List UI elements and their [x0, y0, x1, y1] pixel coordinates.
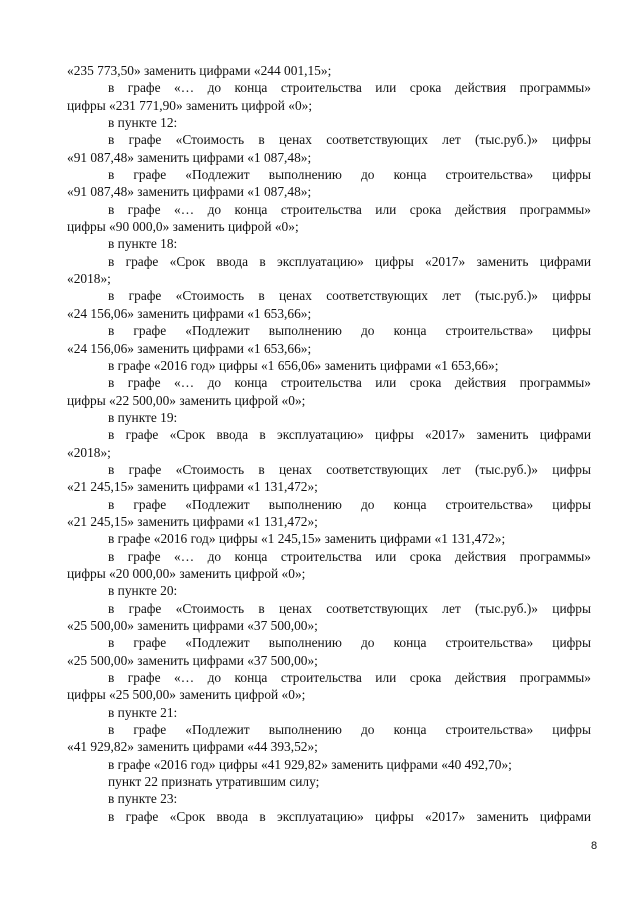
text-line: «41 929,82» заменить цифрами «44 393,52»; — [67, 739, 318, 755]
text-line: в графе «… до конца строительства или срока действия программы» — [108, 670, 591, 686]
text-line: «24 156,06» заменить цифрами «1 653,66»; — [67, 305, 312, 321]
text-line: цифры «231 771,90» заменить цифрой «0»; — [67, 97, 313, 113]
text-line: «235 773,50» заменить цифрами «244 001,15»; — [67, 63, 332, 78]
text-line: в графе «… до конца строительства или срока действия программы» — [108, 201, 591, 217]
text-line: в графе «… до конца строительства или срока действия программы» — [108, 80, 591, 96]
text-line: «21 245,15» заменить цифрами «1 131,472»; — [67, 513, 318, 529]
text-line: в графе «2016 год» цифры «1 656,06» заменить цифрами «1 653,66»; — [108, 357, 499, 373]
text-line: в графе «Подлежит выполнению до конца строительства» цифры — [108, 167, 591, 183]
text-line: цифры «90 000,0» заменить цифрой «0»; — [67, 219, 299, 235]
text-line: в пункте 18: — [108, 236, 178, 252]
text-line: в пункте 21: — [108, 704, 178, 720]
text-line: «91 087,48» заменить цифрами «1 087,48»; — [67, 184, 312, 200]
text-line: «25 500,00» заменить цифрами «37 500,00»; — [67, 618, 318, 633]
text-line: в графе «Срок ввода в эксплуатацию» цифры «2017» заменить цифрами — [108, 253, 591, 269]
text-line: «91 087,48» заменить цифрами «1 087,48»; — [67, 149, 312, 165]
text-line: в графе «Подлежит выполнению до конца строительства» цифры — [108, 496, 591, 512]
text-line: в графе «Стоимость в ценах соответствующих лет (тыс.руб.)» цифры — [108, 288, 591, 304]
text-line: в графе «Подлежит выполнению до конца строительства» цифры — [108, 722, 591, 738]
page-number: 8 — [591, 840, 598, 852]
text-line: «21 245,15» заменить цифрами «1 131,472»; — [67, 479, 318, 495]
document-body — [67, 62, 591, 825]
text-line: «2018»; — [67, 271, 111, 287]
text-line: в графе «2016 год» цифры «1 245,15» заменить цифрами «1 131,472»; — [108, 531, 506, 547]
text-line: в графе «2016 год» цифры «41 929,82» заменить цифрами «40 492,70»; — [108, 756, 512, 772]
text-line: цифры «25 500,00» заменить цифрой «0»; — [67, 687, 306, 703]
text-line: в графе «Стоимость в ценах соответствующих лет (тыс.руб.)» цифры — [108, 600, 591, 616]
text-line: «25 500,00» заменить цифрами «37 500,00»; — [67, 652, 318, 668]
text-line: в графе «Подлежит выполнению до конца строительства» цифры — [108, 323, 591, 339]
text-line: пункт 22 признать утратившим силу; — [108, 774, 320, 790]
text-line: «24 156,06» заменить цифрами «1 653,66»; — [67, 340, 312, 356]
text-line: в графе «Подлежит выполнению до конца строительства» цифры — [108, 635, 591, 651]
text-line: в графе «… до конца строительства или срока действия программы» — [108, 375, 591, 391]
text-line: в графе «Срок ввода в эксплуатацию» цифры «2017» заменить цифрами — [108, 427, 591, 443]
text-line: «2018»; — [67, 444, 111, 460]
text-line: в пункте 19: — [108, 409, 178, 425]
text-line: цифры «20 000,00» заменить цифрой «0»; — [67, 565, 306, 581]
text-line: в графе «Стоимость в ценах соответствующих лет (тыс.руб.)» цифры — [108, 132, 591, 148]
text-line: цифры «22 500,00» заменить цифрой «0»; — [67, 392, 306, 408]
text-line: в пункте 23: — [108, 791, 178, 807]
text-line: в пункте 20: — [108, 583, 178, 599]
text-line: в графе «… до конца строительства или срока действия программы» — [108, 548, 591, 564]
text-line: в графе «Срок ввода в эксплуатацию» цифры «2017» заменить цифрами — [108, 808, 591, 824]
text-line: в пункте 12: — [108, 115, 178, 131]
text-line: в графе «Стоимость в ценах соответствующих лет (тыс.руб.)» цифры — [108, 461, 591, 477]
